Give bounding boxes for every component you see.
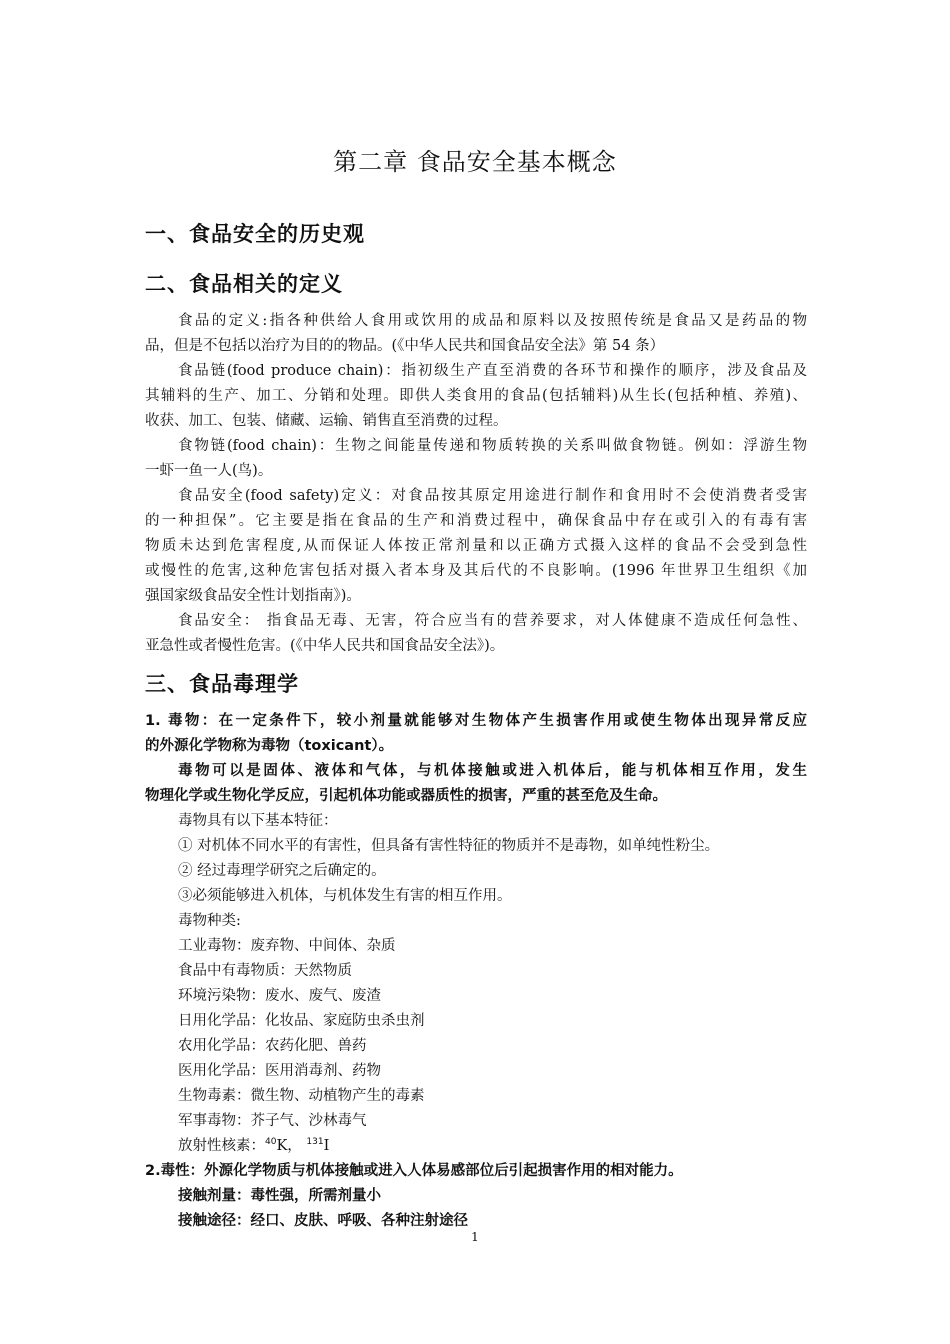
paragraph-line: 食物链(food chain)：生物之间能量传递和物质转换的关系叫做食物链。例如：浮游生物 <box>178 438 807 454</box>
i-mass-number: 131 <box>306 1137 324 1147</box>
toxicant-definition-line: 的外源化学物称为毒物（toxicant）。 <box>145 738 394 754</box>
paragraph-line: 其辅料的生产、加工、分销和处理。即供人类食用的食品(包括辅料)从生长(包括种植、养殖)、 <box>145 388 807 404</box>
kind-item: 农用化学品：农药化肥、兽药 <box>178 1038 367 1054</box>
toxicant-state-line: 毒物可以是固体、液体和气体，与机体接触或进入机体后，能与机体相互作用，发生 <box>178 763 807 779</box>
kinds-heading: 毒物种类: <box>178 913 241 929</box>
chapter-title: 第二章 食品安全基本概念 <box>333 148 617 176</box>
paragraph-line: 食品安全： 指食品无毒、无害，符合应当有的营养要求，对人体健康不造成任何急性、 <box>178 613 807 629</box>
i-symbol: I <box>323 1138 330 1154</box>
kind-item: 生物毒素：微生物、动植物产生的毒素 <box>178 1088 425 1104</box>
paragraph-line: 食品链(food produce chain)：指初级生产直至消费的各环节和操作的顺序，涉及食品及 <box>178 363 807 379</box>
radionuclide-label: 放射性核素： <box>178 1138 265 1154</box>
kind-item: 工业毒物：废弃物、中间体、杂质 <box>178 938 396 954</box>
feature-item: ③必须能够进入机体，与机体发生有害的相互作用。 <box>178 888 512 904</box>
radionuclide-line <box>178 1134 329 1155</box>
section-heading-toxicology: 三、食品毒理学 <box>145 672 299 696</box>
paragraph-line: 的一种担保”。它主要是指在食品的生产和消费过程中，确保食品中存在或引入的有毒有害 <box>145 513 807 529</box>
section-heading-definitions: 二、食品相关的定义 <box>145 272 343 296</box>
kind-item: 日用化学品：化妆品、家庭防虫杀虫剂 <box>178 1013 425 1029</box>
paragraph-line: 收获、加工、包装、储藏、运输、销售直至消费的过程。 <box>145 413 508 429</box>
features-heading: 毒物具有以下基本特征： <box>178 813 338 829</box>
exposure-route: 接触途径：经口、皮肤、呼吸、各种注射途径 <box>178 1213 468 1229</box>
k-mass-number: 40 <box>265 1137 277 1147</box>
kind-item: 医用化学品：医用消毒剂、药物 <box>178 1063 381 1079</box>
kind-item: 环境污染物：废水、废气、废渣 <box>178 988 381 1004</box>
toxicant-state-line: 物理化学或生物化学反应，引起机体功能或器质性的损害，严重的甚至危及生命。 <box>145 788 667 804</box>
kind-item: 食品中有毒物质：天然物质 <box>178 963 352 979</box>
exposure-dose: 接触剂量：毒性强，所需剂量小 <box>178 1188 381 1204</box>
paragraph-line: 强国家级食品安全性计划指南》)。 <box>145 588 361 604</box>
page-number: 1 <box>471 1230 479 1244</box>
paragraph-line: 物质未达到危害程度,从而保证人体按正常剂量和以正确方式摄入这样的食品不会受到急性 <box>145 538 807 554</box>
paragraph-line: 品，但是不包括以治疗为目的的物品。(《中华人民共和国食品安全法》第 54 条） <box>145 338 665 354</box>
k-symbol: K， <box>276 1138 302 1154</box>
paragraph-line: 亚急性或者慢性危害。(《中华人民共和国食品安全法》)。 <box>145 638 505 654</box>
feature-item: ② 经过毒理学研究之后确定的。 <box>178 863 386 879</box>
paragraph-line: 食品安全(food safety)定义：对食品按其原定用途进行制作和食用时不会使消费者受害 <box>178 488 807 504</box>
toxicant-definition-line: 1. 毒物：在一定条件下，较小剂量就能够对生物体产生损害作用或使生物体出现异常反应 <box>145 713 807 729</box>
paragraph-line: 或慢性的危害,这种危害包括对摄入者本身及其后代的不良影响。(1996 年世界卫生组织《加 <box>145 563 807 579</box>
toxicity-definition: 2.毒性：外源化学物质与机体接触或进入人体易感部位后引起损害作用的相对能力。 <box>145 1163 683 1179</box>
kind-item: 军事毒物：芥子气、沙林毒气 <box>178 1113 367 1129</box>
paragraph-line: 一虾一鱼一人(鸟)。 <box>145 463 273 479</box>
feature-item: ① 对机体不同水平的有害性，但具备有害性特征的物质并不是毒物，如单纯性粉尘。 <box>178 838 720 854</box>
section-heading-history: 一、食品安全的历史观 <box>145 222 365 246</box>
paragraph-line: 食品的定义:指各种供给人食用或饮用的成品和原料以及按照传统是食品又是药品的物 <box>178 313 807 329</box>
